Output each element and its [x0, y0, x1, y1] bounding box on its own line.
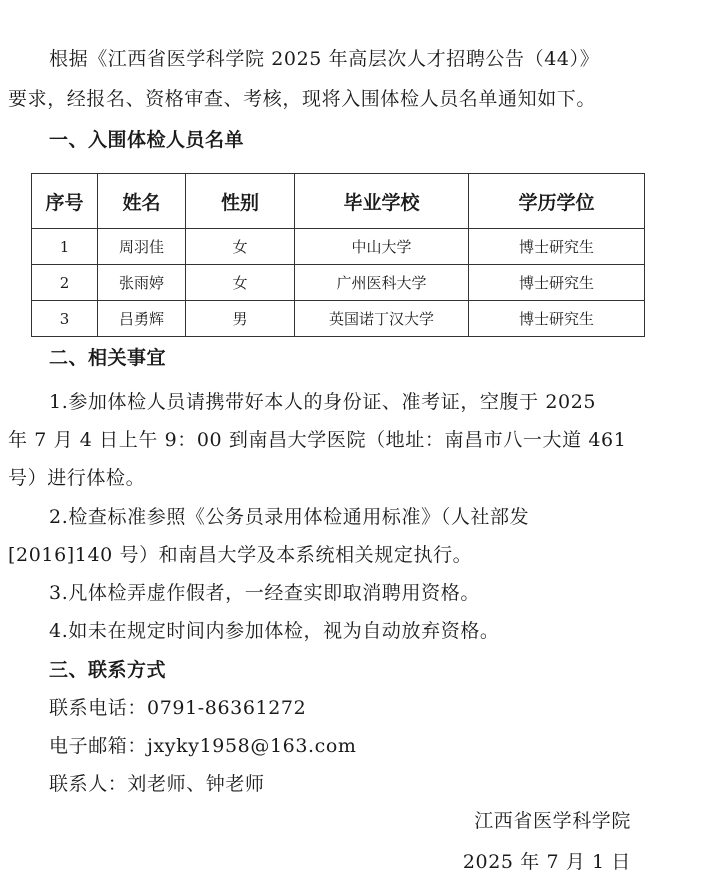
signature-org: 江西省医学科学院 [474, 810, 631, 832]
table-row [32, 229, 645, 265]
cell-gender: 女 [186, 229, 295, 265]
item-1-line-3: 号）进行体检。 [8, 467, 146, 489]
cell-name: 张雨婷 [98, 265, 186, 301]
cell-school: 广州医科大学 [295, 265, 469, 301]
cell-degree: 博士研究生 [469, 229, 645, 265]
column-header-degree: 学历学位 [469, 174, 645, 229]
cell-gender: 女 [186, 265, 295, 301]
cell-degree: 博士研究生 [469, 301, 645, 337]
candidate-table [31, 173, 645, 337]
column-header-index: 序号 [32, 174, 98, 229]
cell-school: 中山大学 [295, 229, 469, 265]
item-2-line-1: 2.检查标准参照《公务员录用体检通用标准》（人社部发 [49, 506, 530, 528]
section-heading-1: 一、入围体检人员名单 [49, 129, 245, 151]
signature-date: 2025 年 7 月 1 日 [462, 851, 631, 873]
cell-degree: 博士研究生 [469, 265, 645, 301]
column-header-gender: 性别 [186, 174, 295, 229]
cell-index: 1 [32, 229, 98, 265]
cell-gender: 男 [186, 301, 295, 337]
intro-line-2: 要求，经报名、资格审查、考核，现将入围体检人员名单通知如下。 [8, 88, 597, 110]
intro-line-1: 根据《江西省医学科学院 2025 年高层次人才招聘公告（44）》 [49, 48, 600, 70]
cell-school: 英国诺丁汉大学 [295, 301, 469, 337]
item-1-line-2: 年 7 月 4 日上午 9：00 到南昌大学医院（地址：南昌市八一大道 461 [8, 429, 627, 451]
cell-name: 吕勇辉 [98, 301, 186, 337]
section-heading-3: 三、联系方式 [49, 659, 167, 681]
contact-email: 电子邮箱：jxyky1958@163.com [49, 735, 357, 757]
contact-phone: 联系电话：0791-86361272 [49, 697, 307, 719]
item-3: 3.凡体检弄虚作假者，一经查实即取消聘用资格。 [49, 582, 480, 604]
item-1-line-1: 1.参加体检人员请携带好本人的身份证、准考证，空腹于 2025 [49, 391, 597, 413]
item-2-line-2: [2016]140 号）和南昌大学及本系统相关规定执行。 [8, 544, 473, 566]
contact-person: 联系人：刘老师、钟老师 [49, 773, 265, 795]
table-row [32, 301, 645, 337]
column-header-school: 毕业学校 [295, 174, 469, 229]
cell-index: 3 [32, 301, 98, 337]
section-heading-2: 二、相关事宜 [49, 347, 167, 369]
item-4: 4.如未在规定时间内参加体检，视为自动放弃资格。 [49, 620, 500, 642]
table-header-row [32, 174, 645, 229]
cell-index: 2 [32, 265, 98, 301]
cell-name: 周羽佳 [98, 229, 186, 265]
column-header-name: 姓名 [98, 174, 186, 229]
table-row [32, 265, 645, 301]
